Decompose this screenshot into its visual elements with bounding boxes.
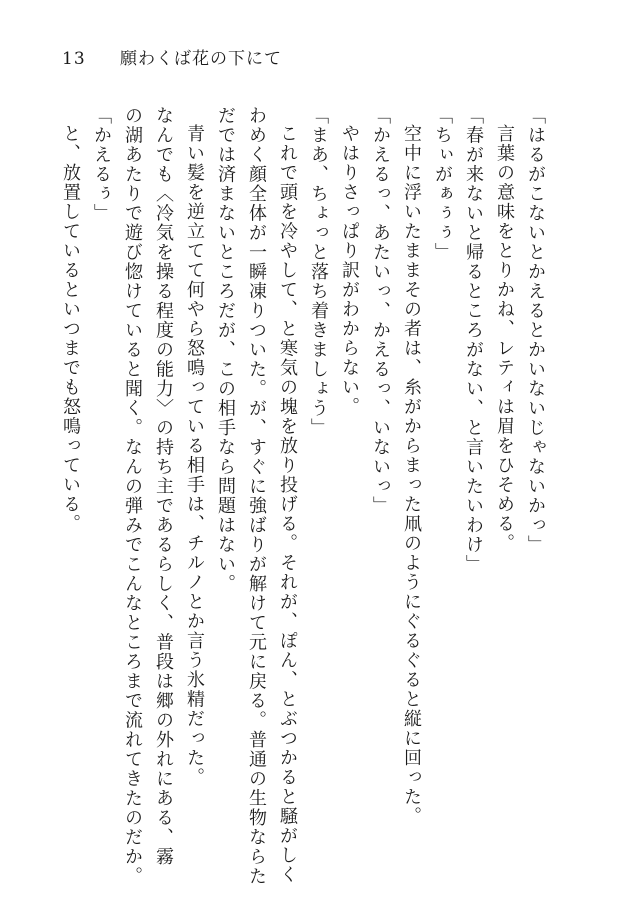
text-line: やはりさっぱり訳がわからない。 [339,124,360,417]
chapter-title: 願わくば花の下にて [120,49,283,69]
text-line: なんでも〈冷気を操る程度の能力〉の持ち主であるらしく、普段は郷の外れにある、霧 [153,106,174,867]
text-line: の湖あたりで遊び惚けていると聞く。なんの弾みでこんなところまで流れてきたのだか。 [122,106,143,886]
text-line: 「かえるぅ」 [91,106,112,223]
text-line: これで頭を冷やして、と寒気の塊を放り投げる。それが、ぽん、とぶつかると騒がしく [277,124,298,885]
text-line: 「はるがこないとかえるとかいないじゃないかっ」 [525,106,546,555]
text-line: 言葉の意味をとりかね、レティは眉をひそめる。 [494,124,515,553]
text-line: 「まあ、ちょっと落ち着きましょう」 [308,106,329,438]
text-line: 空中に浮いたままその者は、糸がからまった凧のようにぐるぐると縦に回った。 [401,124,422,826]
text-line: 「かえるっ、あたいっ、かえるっ、いないっ」 [370,106,391,516]
text-line: 「ちぃがぁぅぅ」 [432,106,453,262]
text-line: 青い髪を逆立てて何やら怒鳴っている相手は、チルノとか言う氷精だった。 [184,124,205,787]
page-number: 13 [62,49,86,69]
running-header [62,44,282,69]
text-line: 「春が来ないと帰るところがない、と言いたいわけ」 [463,106,484,574]
text-line: だでは済まないところだが、この相手なら問題はない。 [215,106,236,594]
body-text [55,106,551,886]
text-line: わめく顔全体が一瞬凍りついた。が、すぐに強ばりが解けて元に戻る。普通の生物ならた [246,106,267,886]
text-line: と、放置しているといつまでも怒鳴っている。 [60,124,81,534]
